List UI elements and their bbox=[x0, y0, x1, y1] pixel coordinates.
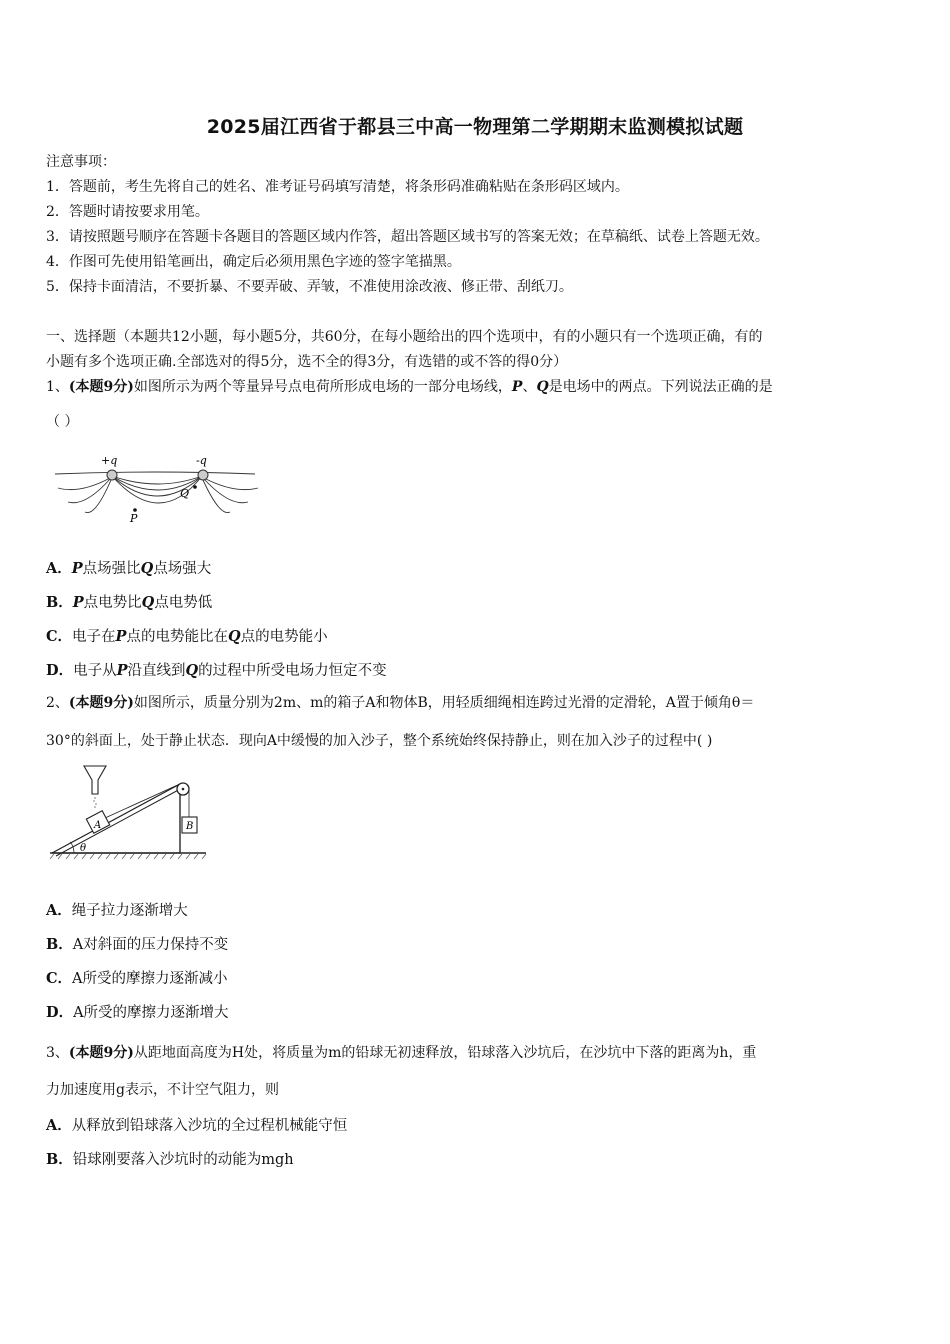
option-text: 点的电势能小 bbox=[240, 629, 328, 645]
var: P bbox=[71, 560, 83, 577]
option-letter: B． bbox=[46, 936, 73, 953]
answer-paren: （ ） bbox=[46, 414, 79, 430]
notice-item: 2．答题时请按要求用笔。 bbox=[46, 204, 209, 220]
option-text: 点的电势能比在 bbox=[126, 629, 228, 645]
var: Q bbox=[227, 628, 241, 645]
incline-pulley-figure bbox=[46, 762, 211, 862]
box-b-label: B bbox=[186, 821, 194, 832]
option-c[interactable] bbox=[46, 967, 228, 988]
question-3-stem-cont: 力加速度用g表示，不计空气阻力，则 bbox=[46, 1082, 279, 1098]
notice-item: 4．作图可先使用铅笔画出，确定后必须用黑色字迹的签字笔描黑。 bbox=[46, 254, 461, 270]
option-text: 点场强大 bbox=[153, 561, 212, 577]
question-1-stem bbox=[46, 377, 773, 397]
option-text: 电子从 bbox=[73, 663, 117, 679]
var-p: P bbox=[511, 379, 523, 395]
option-text: 点场强比 bbox=[82, 561, 141, 577]
option-letter: B． bbox=[46, 594, 73, 611]
pulley-axle bbox=[182, 788, 185, 791]
question-points: (本题9分) bbox=[68, 1045, 134, 1061]
option-a[interactable] bbox=[46, 557, 211, 578]
option-d[interactable] bbox=[46, 1001, 229, 1022]
question-number: 3、 bbox=[46, 1045, 69, 1061]
option-text: 点电势比 bbox=[83, 595, 142, 611]
question-points: (本题9分) bbox=[68, 695, 134, 711]
question-text: 是电场中的两点。下列说法正确的是 bbox=[548, 379, 773, 395]
notice-heading: 注意事项： bbox=[46, 154, 116, 170]
falling-sand bbox=[93, 797, 97, 808]
question-text: 如图所示为两个等量异号点电荷所形成电场的一部分电场线， bbox=[133, 379, 512, 395]
var: P bbox=[115, 628, 127, 645]
option-text: 电子在 bbox=[72, 629, 116, 645]
option-letter: A． bbox=[46, 902, 72, 919]
positive-charge bbox=[107, 470, 117, 480]
var: P bbox=[72, 594, 84, 611]
notice-item: 3．请按照题号顺序在答题卡各题目的答题区域内作答，超出答题区域书写的答案无效；在草稿纸、试卷上答题无效。 bbox=[46, 229, 769, 245]
var: P bbox=[116, 662, 128, 679]
notice-item: 1．答题前，考生先将自己的姓名、准考证号码填写清楚，将条形码准确粘贴在条形码区域内。 bbox=[46, 179, 629, 195]
negative-charge bbox=[198, 470, 208, 480]
option-b[interactable] bbox=[46, 591, 212, 612]
minus-q-label: -q bbox=[196, 454, 207, 467]
option-b[interactable] bbox=[46, 933, 228, 954]
question-text: 如图所示，质量分别为2m、m的箱子A和物体B，用轻质细绳相连跨过光滑的定滑轮，A置于倾角θ＝ bbox=[133, 695, 755, 711]
option-text: 的过程中所受电场力恒定不变 bbox=[198, 663, 387, 679]
p-label: P bbox=[130, 512, 138, 525]
section-heading: 一、选择题（本题共12小题，每小题5分，共60分，在每小题给出的四个选项中，有的小题只有一个选项正确，有的 bbox=[46, 329, 763, 345]
option-text: 点电势低 bbox=[154, 595, 213, 611]
question-2-stem bbox=[46, 693, 754, 713]
option-text: A所受的摩擦力逐渐减小 bbox=[72, 971, 228, 987]
notice-item: 5．保持卡面清洁，不要折暴、不要弄破、弄皱，不准使用涂改液、修正带、刮纸刀。 bbox=[46, 279, 573, 295]
option-letter: B． bbox=[46, 1151, 73, 1168]
option-d[interactable] bbox=[46, 659, 387, 680]
option-text: A所受的摩擦力逐渐增大 bbox=[73, 1005, 229, 1021]
var-q: Q bbox=[536, 379, 549, 395]
question-3-stem bbox=[46, 1043, 756, 1063]
q-label: Q bbox=[180, 487, 190, 500]
option-text: 绳子拉力逐渐增大 bbox=[71, 903, 188, 919]
plus-q-label: +q bbox=[101, 454, 118, 467]
electric-field-figure bbox=[50, 452, 265, 527]
option-letter: D． bbox=[46, 662, 74, 679]
point-q-marker bbox=[193, 485, 197, 489]
option-letter: D． bbox=[46, 1004, 74, 1021]
var: Q bbox=[141, 594, 155, 611]
option-c[interactable] bbox=[46, 625, 328, 646]
section-heading-cont: 小题有多个选项正确.全部选对的得5分，选不全的得3分，有选错的或不答的得0分） bbox=[46, 354, 568, 370]
question-points: (本题9分) bbox=[68, 379, 134, 395]
question-number: 2、 bbox=[46, 695, 69, 711]
theta-label: θ bbox=[80, 843, 87, 854]
page-title: 2025届江西省于都县三中高一物理第二学期期末监测模拟试题 bbox=[206, 116, 744, 138]
option-letter: C． bbox=[46, 970, 73, 987]
question-text: 从距地面高度为H处，将质量为m的铅球无初速释放，铅球落入沙坑后，在沙坑中下落的距离为h，重 bbox=[133, 1045, 757, 1061]
question-2-stem-cont: 30°的斜面上，处于静止状态．现向A中缓慢的加入沙子，整个系统始终保持静止，则在加入沙子的过程中( ) bbox=[46, 733, 713, 749]
option-text: 铅球刚要落入沙坑时的动能为mgh bbox=[72, 1152, 294, 1168]
option-text: 从释放到铅球落入沙坑的全过程机械能守恒 bbox=[71, 1118, 348, 1134]
option-letter: C． bbox=[46, 628, 73, 645]
box-a-label: A bbox=[94, 820, 102, 831]
question-number: 1、 bbox=[46, 379, 69, 395]
var: Q bbox=[140, 560, 154, 577]
option-a[interactable] bbox=[46, 1114, 347, 1135]
var: Q bbox=[185, 662, 199, 679]
option-letter: A． bbox=[46, 560, 72, 577]
funnel bbox=[84, 766, 106, 794]
option-a[interactable] bbox=[46, 899, 188, 920]
option-b[interactable] bbox=[46, 1148, 294, 1169]
option-letter: A． bbox=[46, 1117, 72, 1134]
separator: 、 bbox=[522, 379, 537, 395]
option-text: A对斜面的压力保持不变 bbox=[72, 937, 229, 953]
option-text: 沿直线到 bbox=[127, 663, 186, 679]
